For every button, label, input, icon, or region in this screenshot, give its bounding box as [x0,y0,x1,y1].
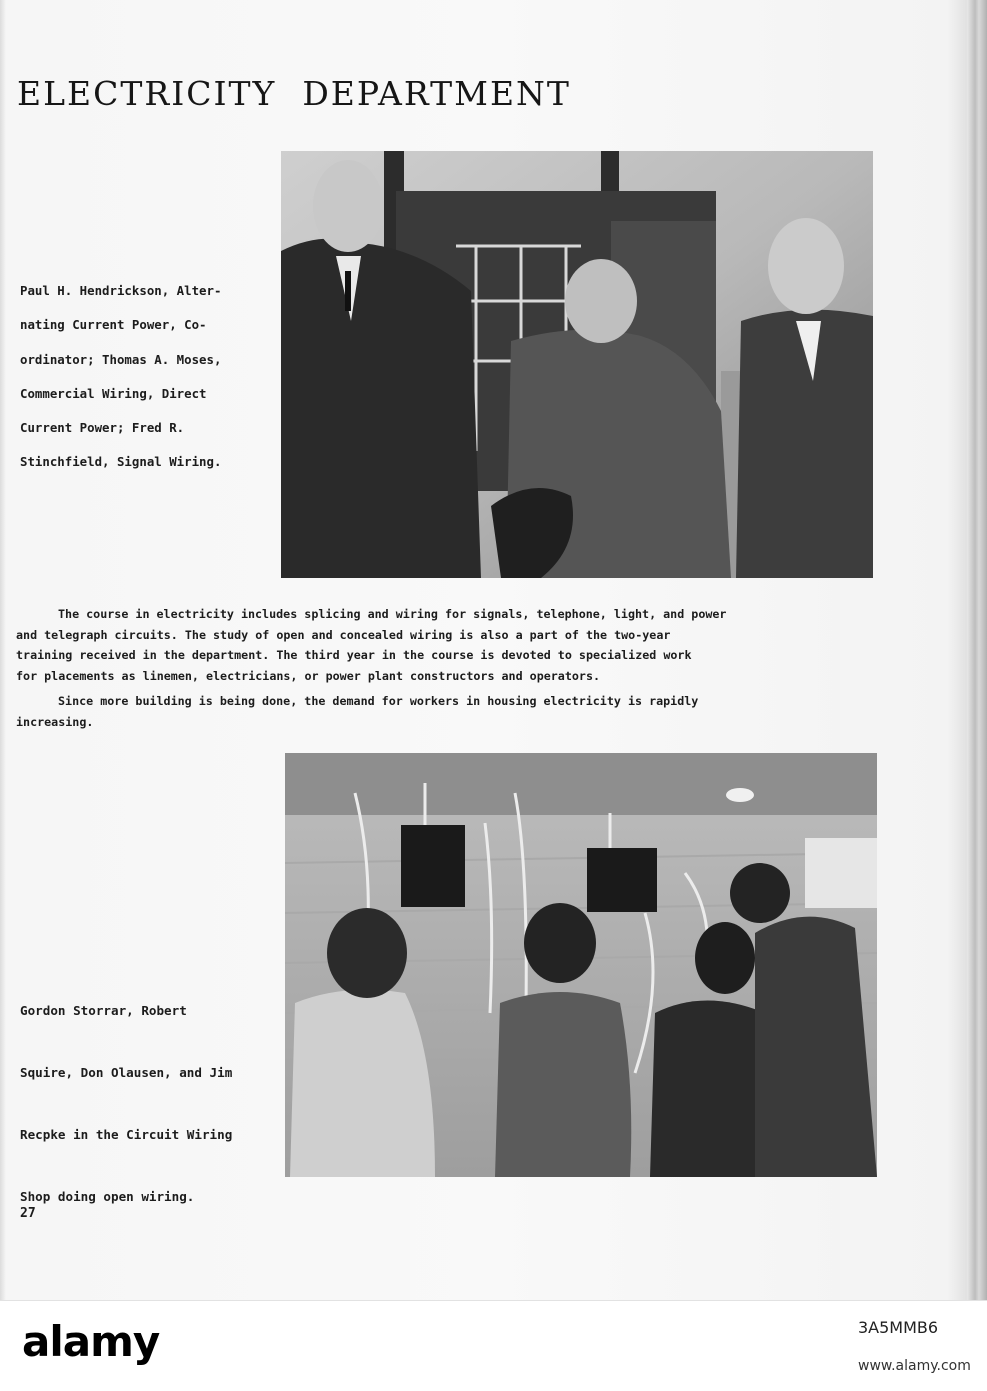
caption-line: Commercial Wiring, Direct [20,385,207,401]
caption-line: Shop doing open wiring. [20,1189,195,1204]
caption-line: Current Power; Fred R. [20,420,185,436]
instructors-caption [20,274,270,480]
alamy-logo[interactable]: alamy [22,1317,160,1366]
title-word-2: DEPARTMENT [302,74,571,113]
title-word-1: ELECTRICITY [17,74,277,113]
caption-line: Stinchfield, Signal Wiring. [20,454,222,470]
text-line: for placements as linemen, electricians, or power plant constructors and operators. [16,668,601,683]
course-description [16,604,886,732]
page-edge [967,0,987,1300]
paragraph-2 [16,691,886,732]
caption-line: Gordon Storrar, Robert [20,1003,187,1018]
caption-line: ordinator; Thomas A. Moses, [20,351,222,367]
caption-line: Recpke in the Circuit Wiring [20,1127,233,1142]
page-title [17,74,571,113]
site-url[interactable]: www.alamy.com [858,1358,971,1374]
text-line: and telegraph circuits. The study of open and concealed wiring is also a part of the two-year [16,627,671,642]
students-caption [20,980,275,1228]
caption-line: Paul H. Hendrickson, Alter- [20,283,222,298]
wiring-shop-photo [285,753,877,1177]
text-line: Since more building is being done, the demand for workers in housing electricity is rapidly [58,694,699,708]
image-id: 3A5MMB6 [858,1318,939,1337]
text-line: increasing. [16,714,94,729]
text-line: The course in electricity includes splicing and wiring for signals, telephone, light, and power [58,607,727,621]
instructors-photo [281,151,873,578]
caption-line: nating Current Power, Co- [20,317,207,333]
paragraph-1 [16,604,886,686]
text-line: training received in the department. The third year in the course is devoted to specialized work [16,648,692,662]
caption-line: Squire, Don Olausen, and Jim [20,1065,233,1080]
page-number: 27 [20,1206,36,1221]
